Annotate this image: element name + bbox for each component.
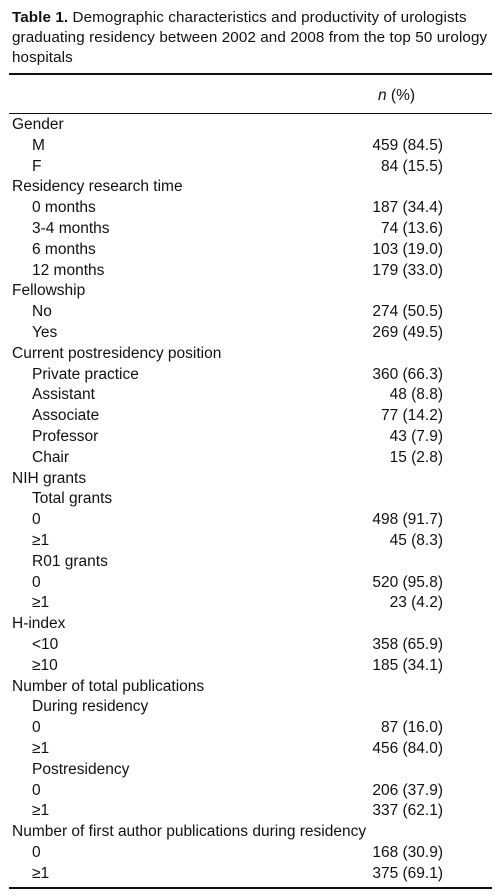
row-value: 337 (62.1) — [372, 802, 443, 820]
table-section-heading — [12, 697, 492, 718]
row-label: ≥1 — [32, 802, 50, 820]
row-label: Fellowship — [12, 282, 86, 300]
table-section-heading — [12, 822, 492, 843]
table-row — [12, 136, 492, 157]
table-title: Demographic characteristics and productivity of urologists graduating residency between 2002 and 2008 from the top 50 urology hospitals — [12, 9, 488, 66]
row-value: 87 (16.0) — [380, 719, 443, 737]
column-header-n-percent — [378, 87, 415, 105]
row-label: ≥1 — [32, 594, 50, 612]
table-row — [12, 573, 492, 594]
row-label: Current postresidency position — [12, 344, 222, 362]
row-label: 6 months — [32, 240, 96, 258]
row-label: 0 — [32, 781, 41, 799]
header-rule — [9, 113, 492, 114]
row-label: 3-4 months — [32, 219, 110, 237]
table-section-heading — [12, 489, 492, 510]
row-value: 187 (34.4) — [372, 199, 443, 217]
row-label: ≥1 — [32, 739, 50, 757]
row-label: 0 months — [32, 199, 96, 217]
row-label: Postresidency — [32, 760, 130, 778]
row-value: 168 (30.9) — [372, 843, 443, 861]
row-value: 185 (34.1) — [372, 656, 443, 674]
table-row — [12, 385, 492, 406]
column-header-percent: (%) — [386, 87, 416, 104]
row-value: 269 (49.5) — [372, 323, 443, 341]
table-row — [12, 531, 492, 552]
row-label: Gender — [12, 116, 64, 133]
table-section-heading — [12, 614, 492, 635]
row-label: ≥1 — [32, 531, 50, 549]
table-row — [12, 635, 492, 656]
top-rule — [9, 73, 492, 75]
table-caption — [12, 8, 492, 68]
table-row — [12, 593, 492, 614]
row-label: Number of first author publications during residency — [12, 823, 367, 841]
row-label: Professor — [32, 427, 99, 445]
table-row — [12, 198, 492, 219]
table-row — [12, 323, 492, 344]
row-label: During residency — [32, 698, 149, 716]
row-value: 274 (50.5) — [372, 303, 443, 321]
table-row — [12, 656, 492, 677]
table-row — [12, 219, 492, 240]
row-value: 179 (33.0) — [372, 261, 443, 279]
table-section-heading — [12, 552, 492, 573]
row-value: 360 (66.3) — [372, 365, 443, 383]
table-row — [12, 801, 492, 822]
row-value: 45 (8.3) — [389, 531, 443, 549]
row-label: M — [32, 136, 45, 154]
row-label: Private practice — [32, 365, 139, 383]
table-label: Table 1. — [12, 9, 69, 26]
row-value: 23 (4.2) — [389, 594, 443, 612]
table-section-heading — [12, 344, 492, 365]
row-label: 0 — [32, 511, 41, 529]
row-label: Residency research time — [12, 178, 183, 196]
row-label: 12 months — [32, 261, 105, 279]
row-value: 459 (84.5) — [372, 136, 443, 154]
row-value: 48 (8.8) — [389, 386, 443, 404]
row-label: 0 — [32, 843, 41, 861]
row-label: Number of total publications — [12, 677, 205, 695]
bottom-rule — [9, 887, 492, 889]
table-section-heading — [12, 469, 492, 490]
table-section-heading — [12, 115, 492, 136]
row-value: 43 (7.9) — [389, 427, 443, 445]
row-label: Associate — [32, 407, 100, 425]
row-value: 206 (37.9) — [372, 781, 443, 799]
row-label: NIH grants — [12, 469, 87, 487]
row-value: 375 (69.1) — [372, 864, 443, 882]
row-label: 0 — [32, 573, 41, 591]
row-value: 74 (13.6) — [380, 219, 443, 237]
row-label: Chair — [32, 448, 70, 466]
column-header-n: n — [378, 87, 387, 104]
row-label: Assistant — [32, 386, 95, 404]
table-row — [12, 864, 492, 885]
row-value: 456 (84.0) — [372, 739, 443, 757]
table-section-heading — [12, 177, 492, 198]
row-value: 77 (14.2) — [380, 407, 443, 425]
row-label: ≥10 — [32, 656, 58, 674]
row-label: ≥1 — [32, 864, 50, 882]
table-row — [12, 406, 492, 427]
row-value: 498 (91.7) — [372, 511, 443, 529]
table-section-heading — [12, 760, 492, 781]
table-row — [12, 448, 492, 469]
table-body — [12, 115, 492, 884]
table-row — [12, 365, 492, 386]
row-label: F — [32, 157, 42, 175]
row-value: 520 (95.8) — [372, 573, 443, 591]
table-row — [12, 781, 492, 802]
row-value: 15 (2.8) — [389, 448, 443, 466]
table-row — [12, 302, 492, 323]
row-value: 358 (65.9) — [372, 635, 443, 653]
row-label: Yes — [32, 323, 58, 341]
table-row — [12, 427, 492, 448]
table-row — [12, 843, 492, 864]
table-row — [12, 240, 492, 261]
row-label: Total grants — [32, 490, 113, 508]
table-row — [12, 261, 492, 282]
row-label: H-index — [12, 615, 66, 633]
table-row — [12, 739, 492, 760]
row-label: 0 — [32, 719, 41, 737]
table-row — [12, 510, 492, 531]
table-row — [12, 157, 492, 178]
table-section-heading — [12, 677, 492, 698]
row-value: 84 (15.5) — [380, 157, 443, 175]
row-label: No — [32, 303, 52, 321]
table-section-heading — [12, 281, 492, 302]
table-row — [12, 718, 492, 739]
row-label: <10 — [32, 635, 59, 653]
row-value: 103 (19.0) — [372, 240, 443, 258]
row-label: R01 grants — [32, 552, 108, 570]
